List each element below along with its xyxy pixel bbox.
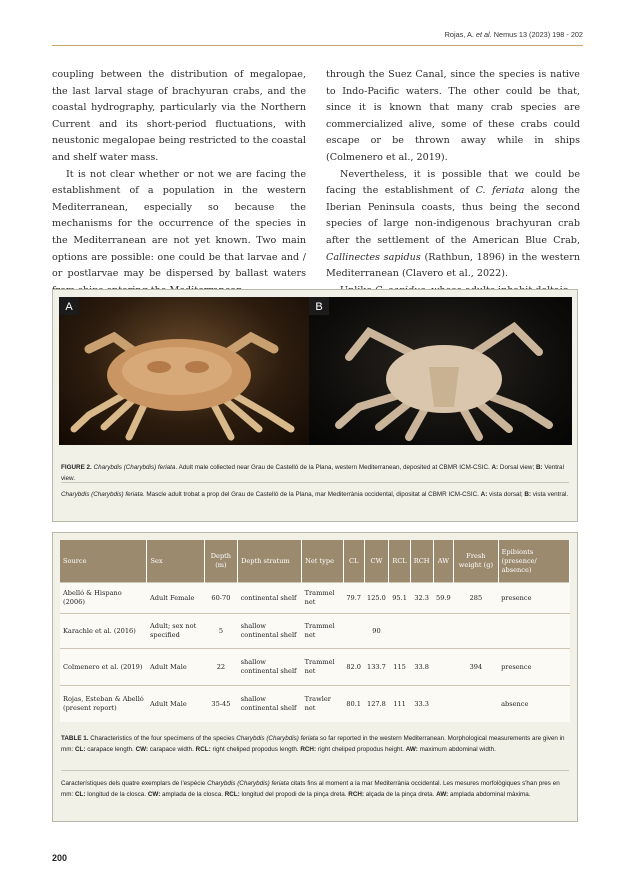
table-cell [454, 686, 498, 723]
table-caption-en [61, 733, 569, 755]
species-name: Charybdis (Charybdis) feriata [93, 464, 176, 471]
table-cell: 133.7 [364, 649, 389, 686]
right-column [326, 67, 580, 299]
text-run: Nevertheless, it is possible that we could be facing the establishment of [326, 168, 580, 197]
table-cell: Trammel net [302, 614, 344, 649]
column-header: Source [60, 540, 147, 583]
species-name: Callinectes sapidus [326, 251, 421, 263]
table-cell: 33.8 [410, 649, 433, 686]
text-run: vista ventral. [531, 491, 569, 498]
abbreviation-text: right cheliped propodus length. [210, 746, 301, 753]
table-cell [343, 614, 364, 649]
crab-dorsal-illustration [59, 297, 314, 445]
table-header-row [60, 540, 570, 583]
table-cell [410, 614, 433, 649]
table-caption-lead: TABLE 1. [61, 735, 89, 742]
species-name: Charybdis (Charybdis) feriata [207, 780, 289, 787]
table-1 [52, 532, 578, 822]
table-cell [498, 614, 569, 649]
column-header: Epibionts (presence/ absence) [498, 540, 569, 583]
left-paragraph-2: It is not clear whether or not we are facing the establishment of a population in the western Mediterranean, especially so because the mechanisms for the occurrence of the species in the Mediterranean are not yet known. Two main options are possible: one could be that larvae and / or postlarvae may be dispersed by ballast waters [52, 168, 306, 280]
table-cell: shallow continental shelf [238, 686, 302, 723]
crab-dorsal-photo [59, 297, 314, 445]
text-run: so far reported in the western Mediterranean. Morphological measurements are given in mm: [61, 735, 565, 753]
table-cell: 95.1 [389, 583, 410, 614]
table-cell: 59.9 [433, 583, 454, 614]
table-cell: 82.0 [343, 649, 364, 686]
running-head-journal: Nemus 13 (2023) 198 - 202 [493, 30, 583, 39]
table-cell: absence [498, 686, 569, 723]
table-cell: Rojas, Esteban & Abelló (present report) [60, 686, 147, 723]
abbreviation-text: amplada de la closca. [160, 791, 225, 798]
abbreviation-key: RCH: [300, 746, 317, 753]
table-cell: Abelló & Hispano (2006) [60, 583, 147, 614]
abbreviation-text: carapace width. [148, 746, 196, 753]
caption-divider [61, 770, 569, 771]
text-run: along the Iberian Peninsula coasts, thus being the second species of large non-indigenous brachyuran crab after the settlement of the American Blue Crab, [326, 185, 580, 246]
abbreviation-key: CW: [147, 791, 161, 798]
figure-caption-ca [61, 489, 569, 500]
running-head [52, 30, 583, 46]
caption-divider [61, 482, 569, 483]
figure-2 [52, 289, 578, 522]
abbreviation-text: maximum abdominal width. [417, 746, 496, 753]
abbreviation-list [75, 791, 531, 798]
table-cell: Trammel net [302, 583, 344, 614]
abbreviation-text: carapace length. [85, 746, 136, 753]
figure-caption-lead: FIGURE 2. [61, 464, 92, 471]
table-cell: shallow continental shelf [238, 649, 302, 686]
left-column [52, 67, 306, 299]
table-cell: 32.3 [410, 583, 433, 614]
page-number: 200 [52, 853, 68, 863]
abbreviation-key: RCH: [348, 791, 365, 798]
abbreviation-key: CW: [135, 746, 149, 753]
column-header: RCH [410, 540, 433, 583]
right-paragraph-1: through the Suez Canal, since the species is native to Indo-Pacific waters. The other could be that, since it is known that many crab species are commercialized alive, some of these crabs could escape or be thrown away while in ships (Colmenero et al., 2019). [326, 69, 580, 163]
text-run: Ventral view. [61, 464, 564, 482]
abbreviation-text: longitud de la closca. [85, 791, 148, 798]
table-cell: 5 [204, 614, 237, 649]
caption-key: B: [535, 464, 543, 471]
column-header: Depth (m) [204, 540, 237, 583]
panel-label-b: B [315, 301, 323, 313]
abbreviation-key: RCL: [195, 746, 211, 753]
abbreviation-text: amplada abdominal màxima. [448, 791, 531, 798]
panel-label-a: A [65, 301, 73, 313]
caption-key: A: [480, 491, 488, 498]
table-cell [433, 649, 454, 686]
table-cell: Karachle et al. (2016) [60, 614, 147, 649]
table-cell: 125.0 [364, 583, 389, 614]
column-header: Net type [302, 540, 344, 583]
column-header: AW [433, 540, 454, 583]
abbreviation-key: RCL: [224, 791, 240, 798]
text-run: Característiques dels quatre exemplars de l'espècie [61, 780, 208, 787]
table-cell: Adult; sex not specified [147, 614, 204, 649]
caption-key: A: [491, 464, 499, 471]
abbreviation-list [75, 746, 496, 753]
table-cell: 115 [389, 649, 410, 686]
species-name: Charybdis (Charybdis) feriata [236, 735, 319, 742]
text-run: vista dorsal; [487, 491, 523, 498]
table-cell: Adult Male [147, 686, 204, 723]
table-row [60, 614, 570, 649]
text-run: . Mascle adult trobat a prop del Grau de Castelló de la Plana, mar Mediterrània occidental, dipositat al CBMR ICM-CSIC. [142, 491, 479, 498]
table-cell: presence [498, 649, 569, 686]
abbreviation-key: CL: [75, 791, 86, 798]
crab-ventral-illustration [309, 297, 572, 445]
table-cell: 35-45 [204, 686, 237, 723]
abbreviation-key: AW: [436, 791, 449, 798]
table-cell: 90 [364, 614, 389, 649]
table-cell [433, 686, 454, 723]
text-run: . Adult male collected near Grau de Castelló de la Plana, western Mediterranean, deposited at CBMR ICM-CSIC. [175, 464, 490, 471]
table-row [60, 686, 570, 723]
table-cell: 394 [454, 649, 498, 686]
table-cell [389, 614, 410, 649]
table-cell: Adult Male [147, 649, 204, 686]
column-header: Depth stratum [238, 540, 302, 583]
running-head-etal: et al. [475, 30, 492, 39]
column-header: RCL [389, 540, 410, 583]
column-header: CW [364, 540, 389, 583]
figure-caption-en [61, 462, 569, 484]
column-header: Fresh weight (g) [454, 540, 498, 583]
table-cell: 79.7 [343, 583, 364, 614]
table-cell: 60-70 [204, 583, 237, 614]
right-paragraph-2 [326, 167, 580, 283]
table-body [60, 583, 570, 723]
table-row [60, 649, 570, 686]
abbreviation-text: right cheliped propodus height. [316, 746, 406, 753]
table-cell: 80.1 [343, 686, 364, 723]
species-name: C. feriata [475, 185, 525, 197]
column-header: Sex [147, 540, 204, 583]
abbreviation-text: alçada de la pinça dreta. [364, 791, 437, 798]
table-cell: Trawler net [302, 686, 344, 723]
running-head-authors: Rojas, A. [444, 30, 474, 39]
table-cell [433, 614, 454, 649]
abbreviation-key: AW: [405, 746, 418, 753]
table-cell: Trammel net [302, 649, 344, 686]
table-cell: 111 [389, 686, 410, 723]
table-cell [454, 614, 498, 649]
species-name: Charybdis (Charybdis) feriata [61, 491, 143, 498]
table-cell: Adult Female [147, 583, 204, 614]
table-row [60, 583, 570, 614]
table-caption-ca [61, 778, 569, 800]
table-cell: Colmenero et al. (2019) [60, 649, 147, 686]
caption-key: B: [524, 491, 532, 498]
table-cell: continental shelf [238, 583, 302, 614]
abbreviation-key: CL: [75, 746, 86, 753]
specimens-table [60, 540, 570, 722]
table-cell: 127.8 [364, 686, 389, 723]
text-run: citats fins al moment a la mar Mediterrània occidental. Les mesures morfològiques s'han pres en mm: [61, 780, 560, 798]
left-paragraph-1: coupling between the distribution of megalopae, the last larval stage of brachyuran crabs, and the coastal hydrography, particularly via the Northern Current and its short-period fluctuations, with neustonic megalopae being restricted to the coastal and shelf water mass. [52, 69, 306, 163]
column-header: CL [343, 540, 364, 583]
text-run: Characteristics of the four specimens of the species [88, 735, 237, 742]
table-cell: 33.3 [410, 686, 433, 723]
table-cell: shallow continental shelf [238, 614, 302, 649]
crab-ventral-photo [309, 297, 572, 445]
text-run: (Rathbun, 1896) in the western Mediterranean (Clavero et al., 2022). [326, 251, 580, 280]
table-cell: presence [498, 583, 569, 614]
table-cell: 22 [204, 649, 237, 686]
table-cell: 285 [454, 583, 498, 614]
abbreviation-text: longitud del propodi de la pinça dreta. [239, 791, 349, 798]
text-run: Dorsal view; [498, 464, 535, 471]
